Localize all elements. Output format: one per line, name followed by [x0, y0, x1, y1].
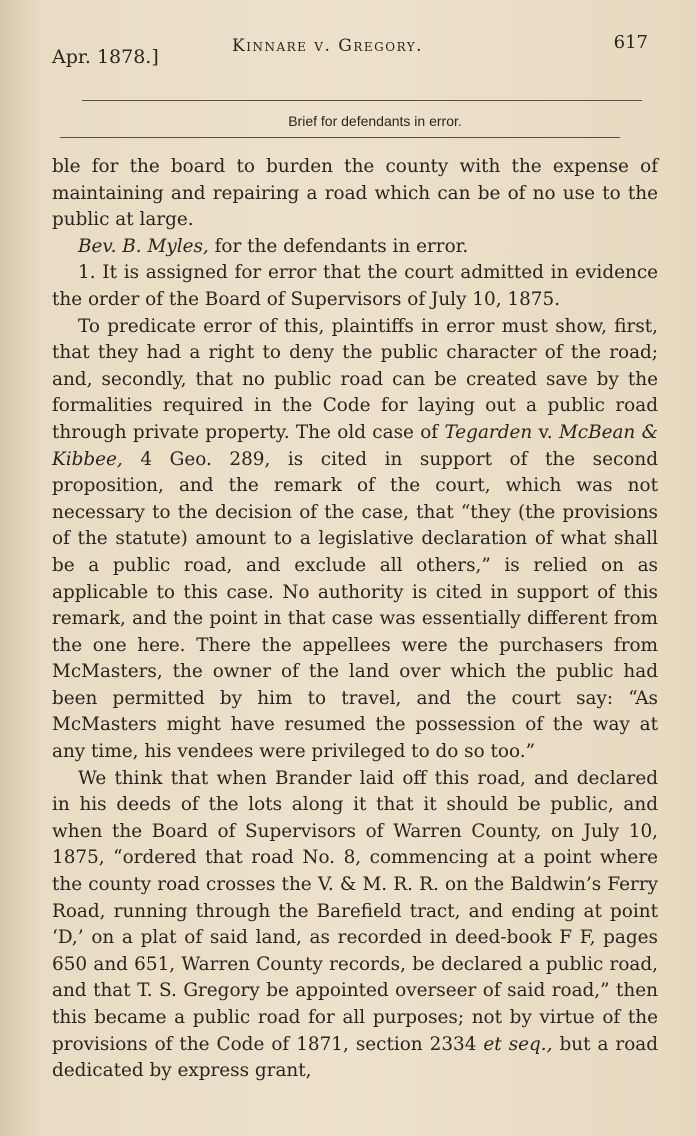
text-run: but a road dedicated by express grant, — [52, 1033, 658, 1082]
text-run: 4 Geo. 289, is cited in support of the second proposition, and the remark of the court, which was not necessary to the decision of the case, that “they (the provisions of the statute) amount to a legislative declaration of what shall be a public road, and exclude all others,” is relied on as applicable to this case. No authority is cited in support of this remark, and the point in that case was essentially different from the one here. There the appellees were the purchasers from McMasters, the owner of the land over which the public had been permitted by him to travel, and the court say: “As McMasters might have resumed the possession of the way at any time, his vendees were privileged to do so too.” — [52, 448, 658, 763]
italic-text: McBean & Kibbee, — [52, 421, 658, 470]
paragraph — [52, 314, 658, 766]
header-case-title: Kinnare v. Gregory. — [232, 36, 424, 56]
subheading-rule — [60, 137, 620, 138]
text-run: for the defendants in error. — [208, 235, 469, 257]
text-run: To predicate error of this, plaintiffs in error must show, first, that they had a right to deny the public character of the road; and, secondly, that no public road can be created save by the formalities required in the Code for laying out a public road through private property. The old case of — [52, 315, 658, 443]
paragraph — [52, 234, 658, 261]
text-run: 1. It is assigned for error that the court admitted in evidence the order of the Board of Supervisors of July 10, 1875. — [52, 262, 658, 310]
body-text — [52, 154, 658, 1085]
text-run: v. — [532, 421, 559, 443]
paragraph — [52, 260, 658, 313]
subheading: Brief for defendants in error. — [288, 113, 462, 129]
page-number: 617 — [613, 32, 648, 53]
italic-text: Bev. B. Myles, — [78, 235, 209, 257]
header-date: Apr. 1878.] — [52, 46, 159, 68]
text-run: ble for the board to burden the county with the expense of maintaining and repairing a road which can be of no use to the public at large. — [52, 156, 658, 231]
italic-text: Tegarden — [444, 421, 533, 443]
text-run: We think that when Brander laid off this road, and declared in his deeds of the lots along it that it should be public, and when the Board of Supervisors of Warren County, on July 10, 1875, “ordered that road No. 8, commencing at a point where the county road crosses the V. & M. R. R. on the Baldwin’s Ferry Road, running through the Barefield tract, and ending at point ‘D,’ on a plat of said land, as recorded in deed-book F F, pages 650 and 651, Warren County records, be declared a public road, and that T. S. Gregory be appointed overseer of said road,” then this became a public road for all purposes; not by virtue of the provisions of the Code of 1871, section 2334 — [52, 767, 658, 1055]
header-rule — [82, 100, 642, 101]
paragraph — [52, 154, 658, 234]
paragraph — [52, 766, 658, 1085]
italic-text: et seq., — [483, 1033, 553, 1055]
running-header — [52, 30, 658, 70]
